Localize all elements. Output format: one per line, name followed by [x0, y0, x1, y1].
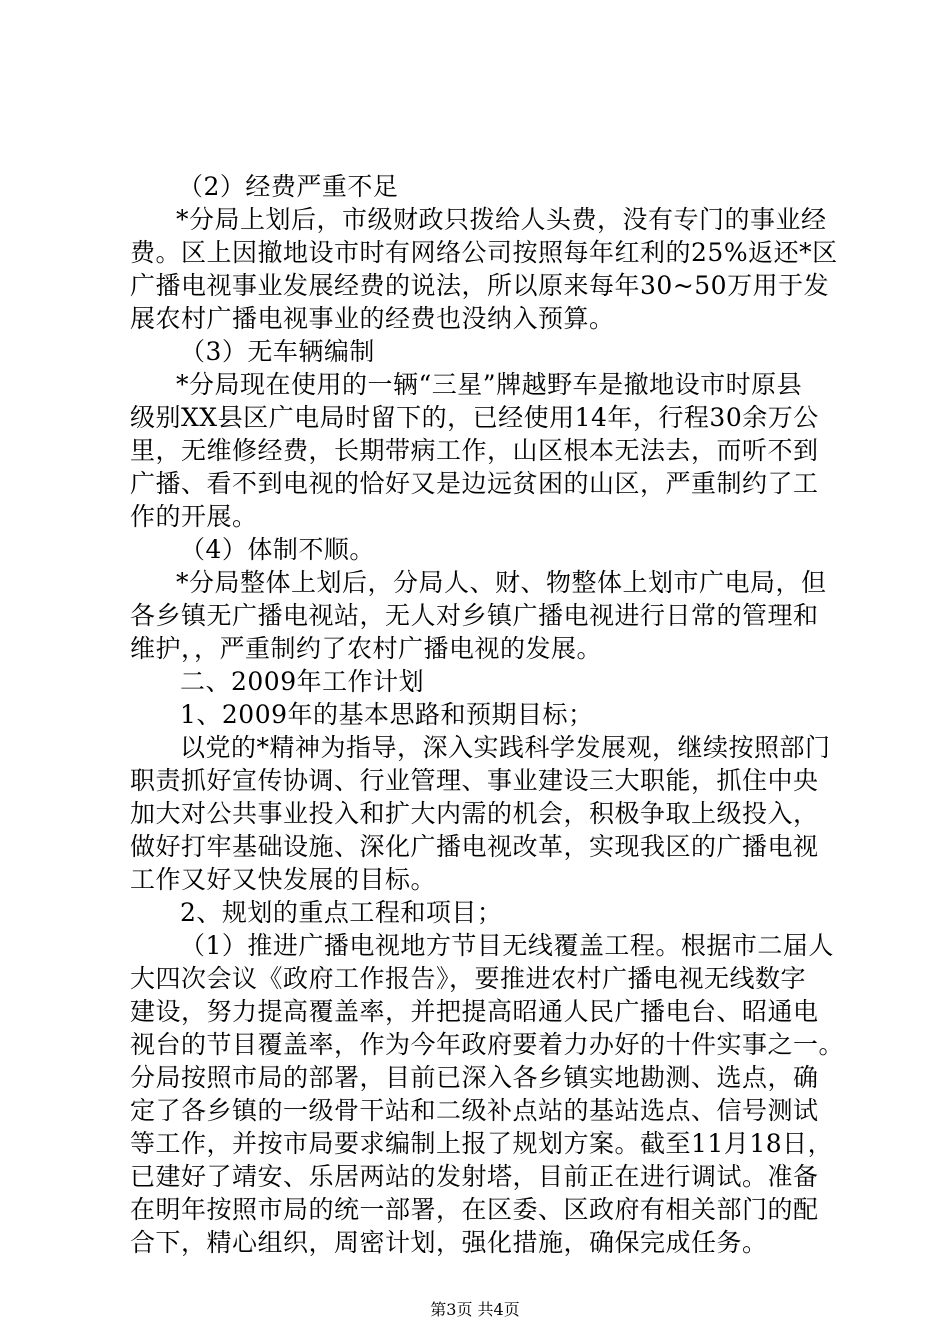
- subsection-heading: 2、规划的重点工程和项目；: [180, 898, 503, 927]
- text-line: （2）经费严重不足: [178, 172, 399, 201]
- text-line: （3）无车辆编制: [180, 337, 375, 366]
- text-line: 广播电视事业发展经费的说法，所以原来每年30~50万用于发: [130, 271, 830, 300]
- text-line: 合下，精心组织，周密计划，强化措施，确保完成任务。: [130, 1228, 768, 1257]
- text-line: （4）体制不顺。: [180, 535, 375, 564]
- subsection-heading: 1、2009年的基本思路和预期目标；: [180, 700, 594, 729]
- text-line: 已建好了靖安、乐居两站的发射塔，目前正在进行调试。准备: [130, 1162, 819, 1191]
- text-line: *分局现在使用的一辆“三星”牌越野车是撤地设市时原县: [176, 370, 803, 399]
- text-line: 定了各乡镇的一级骨干站和二级补点站的基站选点、信号测试: [130, 1096, 819, 1125]
- text-line: 作的开展。: [130, 502, 258, 531]
- text-line: 维护，，严重制约了农村广播电视的发展。: [130, 634, 603, 663]
- section-heading: 二、2009年工作计划: [180, 667, 425, 696]
- text-line: *分局上划后，市级财政只拨给人头费，没有专门的事业经: [176, 205, 827, 234]
- page-footer: 第3页 共4页: [430, 1300, 520, 1319]
- text-line: 工作又好又快发展的目标。: [130, 865, 437, 894]
- text-line: 广播、看不到电视的恰好又是边远贫困的山区，严重制约了工: [130, 469, 819, 498]
- text-line: 加大对公共事业投入和扩大内需的机会，积极争取上级投入，: [130, 799, 819, 828]
- text-line: 视台的节目覆盖率，作为今年政府要着力办好的十件实事之一。: [130, 1030, 845, 1059]
- text-line: 职责抓好宣传协调、行业管理、事业建设三大职能，抓住中央: [130, 766, 819, 795]
- text-line: 大四次会议《政府工作报告》，要推进农村广播电视无线数字: [130, 964, 807, 993]
- text-line: 以党的*精神为指导，深入实践科学发展观，继续按照部门: [180, 733, 831, 762]
- text-line: *分局整体上划后，分局人、财、物整体上划市广电局，但: [176, 568, 827, 597]
- text-line: 级别XX县区广电局时留下的，已经使用14年，行程30余万公: [130, 403, 819, 432]
- text-line: 在明年按照市局的统一部署，在区委、区政府有相关部门的配: [130, 1195, 819, 1224]
- text-line: （1）推进广播电视地方节目无线覆盖工程。根据市二届人: [180, 931, 834, 960]
- text-line: 里，无维修经费，长期带病工作，山区根本无法去，而听不到: [130, 436, 819, 465]
- text-line: 等工作，并按市局要求编制上报了规划方案。截至11月18日，: [130, 1129, 834, 1158]
- text-line: 分局按照市局的部署，目前已深入各乡镇实地勘测、选点，确: [130, 1063, 819, 1092]
- text-line: 费。区上因撤地设市时有网络公司按照每年红利的25%返还*区: [130, 238, 838, 267]
- text-line: 做好打牢基础设施、深化广播电视改革，实现我区的广播电视: [130, 832, 819, 861]
- text-line: 建设，努力提高覆盖率，并把提高昭通人民广播电台、昭通电: [130, 997, 819, 1026]
- text-line: 展农村广播电视事业的经费也没纳入预算。: [130, 304, 615, 333]
- text-line: 各乡镇无广播电视站，无人对乡镇广播电视进行日常的管理和: [130, 601, 819, 630]
